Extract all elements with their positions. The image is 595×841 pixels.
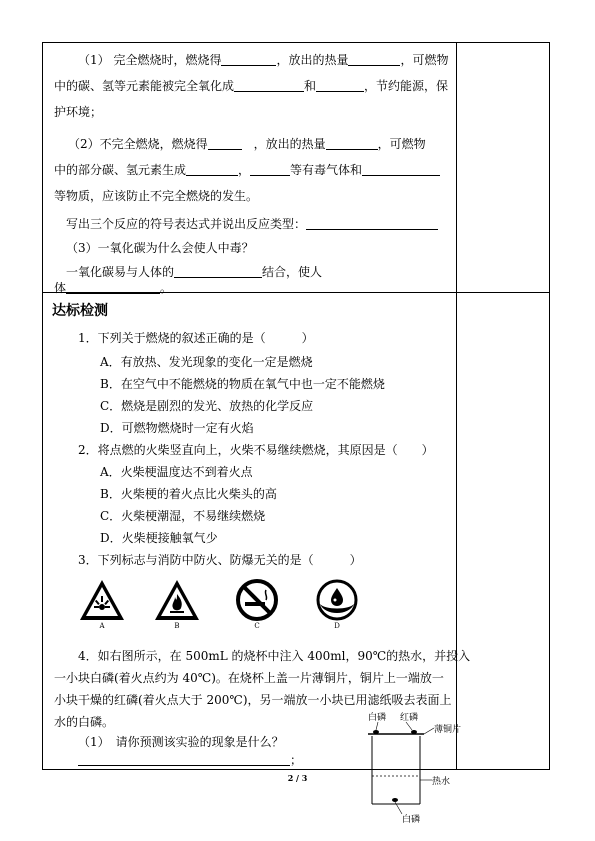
sign-label: C <box>254 622 260 630</box>
answer-blank[interactable] <box>221 51 276 66</box>
q2-option-d[interactable]: D．火柴梗接触氧气少 <box>100 531 218 545</box>
answer-blank[interactable] <box>174 263 262 278</box>
q2-option-c[interactable]: C．火柴梗潮湿，不易继续燃烧 <box>100 509 266 523</box>
answer-blank[interactable] <box>78 751 290 766</box>
answer-blank[interactable] <box>208 135 242 150</box>
answer-blank[interactable] <box>316 77 364 92</box>
text-line: （2）不完全燃烧，燃烧得 ，放出的热量 ，可燃物 <box>68 137 426 151</box>
sign-c[interactable] <box>229 578 285 638</box>
text-line: 护环境； <box>54 105 103 119</box>
question-4-line: 一小块白磷(着火点约为 40℃)。在烧杯上盖一片薄铜片，铜片上一端放一 <box>54 671 444 685</box>
question-2-stem: 2．将点燃的火柴竖直向上，火柴不易继续燃烧，其原因是（ ） <box>78 443 434 457</box>
section-title: 达标检测 <box>52 303 108 319</box>
question-4-line: 4．如右图所示，在 500mL 的烧杯中注入 400ml，90℃的热水，并投入 <box>78 649 471 663</box>
question-1-stem: 1．下列关于燃烧的叙述正确的是（ ） <box>78 331 314 345</box>
safety-signs-row <box>74 578 374 638</box>
text-line: 写出三个反应的符号表达式并说出反应类型： <box>54 214 449 234</box>
figure-label: 红磷 <box>400 713 419 723</box>
q1-option-d[interactable]: D．可燃物燃烧时一定有火焰 <box>100 421 254 435</box>
water-saving-icon <box>313 578 361 622</box>
answer-blank[interactable] <box>186 161 238 176</box>
no-smoking-icon <box>233 578 281 622</box>
answer-blank[interactable] <box>66 279 160 294</box>
sign-label: B <box>174 622 180 630</box>
text-line: （3）一氧化碳为什么会使人中毒？ <box>66 241 254 255</box>
sign-b[interactable] <box>149 578 205 638</box>
text-line: 中的部分碳、氢元素生成 ， 等有毒气体和 <box>54 160 449 180</box>
answer-line: ； <box>78 750 473 770</box>
text-line: 体 。 <box>54 281 173 295</box>
explosive-warning-icon <box>78 578 126 622</box>
question-4-line: 小块干燥的红磷(着火点大于 200℃)，另一端放一小块已用滤纸吸去表面上 <box>54 693 452 707</box>
figure-label: 热水 <box>432 777 451 787</box>
q1-option-b[interactable]: B．在空气中不能燃烧的物质在氧气中也一定不能燃烧 <box>100 377 385 391</box>
answer-blank[interactable] <box>362 161 440 176</box>
answer-blank[interactable] <box>234 77 304 92</box>
figure-label: 白磷 <box>368 713 387 723</box>
sign-d[interactable] <box>309 578 365 638</box>
answer-blank[interactable] <box>326 135 378 150</box>
text-line: （1） 完全燃烧时，燃烧得 ，放出的热量 ，可燃物 <box>78 53 449 67</box>
q1-option-c[interactable]: C．燃烧是剧烈的发光、放热的化学反应 <box>100 399 314 413</box>
sign-a[interactable] <box>74 578 130 638</box>
page-number: 2 / 3 <box>287 773 308 783</box>
sign-label: D <box>334 622 340 630</box>
q2-option-b[interactable]: B．火柴梗的着火点比火柴头的高 <box>100 487 277 501</box>
answer-blank[interactable] <box>348 51 400 66</box>
text-line: 中的碳、氢等元素能被完全氧化成 和 ，节约能源，保 <box>54 79 449 93</box>
answer-blank[interactable] <box>306 215 438 230</box>
flammable-warning-icon <box>153 578 201 622</box>
figure-label: 薄铜片 <box>434 725 462 735</box>
answer-blank[interactable] <box>250 161 290 176</box>
figure-label: 白磷 <box>402 815 421 825</box>
text-line: 一氧化碳易与人体的 结合，使人 <box>66 265 323 279</box>
q1-option-a[interactable]: A．有放热、发光现象的变化一定是燃烧 <box>100 355 313 369</box>
question-3-stem: 3．下列标志与消防中防火、防爆无关的是（ ） <box>78 553 362 567</box>
q2-option-a[interactable]: A．火柴梗温度达不到着火点 <box>100 465 253 479</box>
text-line: 等物质，应该防止不完全燃烧的发生。 <box>54 189 259 203</box>
sign-label: A <box>99 622 105 630</box>
question-4-sub-1: （1） 请你预测该实验的现象是什么？ <box>78 735 284 749</box>
question-4-line: 水的白磷。 <box>54 715 115 729</box>
